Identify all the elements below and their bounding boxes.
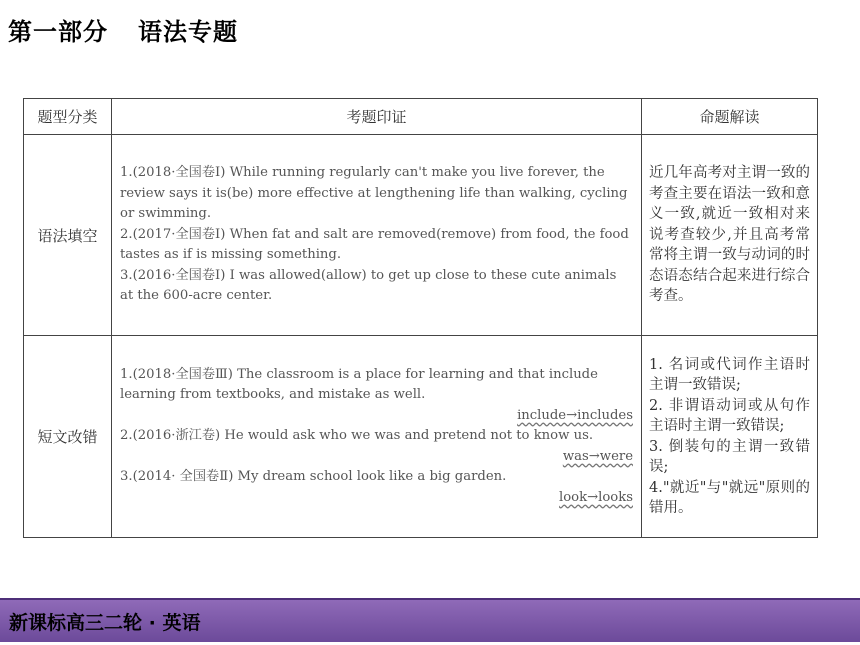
page-title-part: 第一部分 — [8, 18, 108, 46]
correction-text: was→were — [562, 448, 633, 464]
table-row — [24, 135, 818, 336]
analysis-item: 2. 非谓语动词或从句作主语时主谓一致错误; — [649, 397, 810, 434]
example-item: 2.(2016·浙江卷) He would ask who we was and pretend not to know us. — [120, 428, 594, 444]
correction-note — [120, 406, 633, 427]
row-examples — [112, 336, 642, 538]
example-item: 1.(2018·全国卷Ⅰ) While running regularly can't make you live forever, the review says it is(be) more effective at lengthening life than walking, cycling or swimming. — [120, 165, 628, 222]
header-examples: 考题印证 — [112, 99, 642, 135]
correction-note — [120, 447, 633, 468]
footer-text: 新课标高三二轮 · 英语 — [9, 612, 201, 634]
table-header-row — [24, 99, 818, 135]
example-item: 2.(2017·全国卷Ⅰ) When fat and salt are removed(remove) from food, the food tastes as if is missing something. — [120, 226, 629, 263]
row-category: 短文改错 — [24, 336, 112, 538]
row-category: 语法填空 — [24, 135, 112, 336]
analysis-item: 3. 倒装句的主谓一致错误; — [649, 438, 810, 475]
correction-text: look→looks — [559, 489, 633, 505]
example-item: 3.(2016·全国卷Ⅰ) I was allowed(allow) to get up close to these cute animals at the 600-acre center. — [120, 267, 617, 304]
row-analysis: 近几年高考对主谓一致的考查主要在语法一致和意义一致,就近一致相对来说考查较少,并且高考常常将主谓一致与动词的时态语态结合起来进行综合考查。 — [642, 135, 818, 336]
analysis-item: 4."就近"与"就远"原则的错用。 — [649, 479, 810, 516]
grammar-table — [23, 98, 818, 538]
correction-text: include→includes — [517, 407, 633, 423]
example-item: 1.(2018·全国卷Ⅲ) The classroom is a place for learning and that include learning from textbooks, and mistake as well. — [120, 366, 598, 403]
row-analysis — [642, 336, 818, 538]
header-analysis: 命题解读 — [642, 99, 818, 135]
analysis-item: 1. 名词或代词作主语时主谓一致错误; — [649, 356, 810, 393]
correction-note — [120, 488, 633, 509]
example-item: 3.(2014· 全国卷Ⅱ) My dream school look like a big garden. — [120, 469, 507, 485]
table-row — [24, 336, 818, 538]
header-category: 题型分类 — [24, 99, 112, 135]
footer-bar — [0, 598, 860, 642]
page-title — [8, 12, 238, 47]
page-title-topic: 语法专题 — [138, 18, 238, 46]
row-examples — [112, 135, 642, 336]
